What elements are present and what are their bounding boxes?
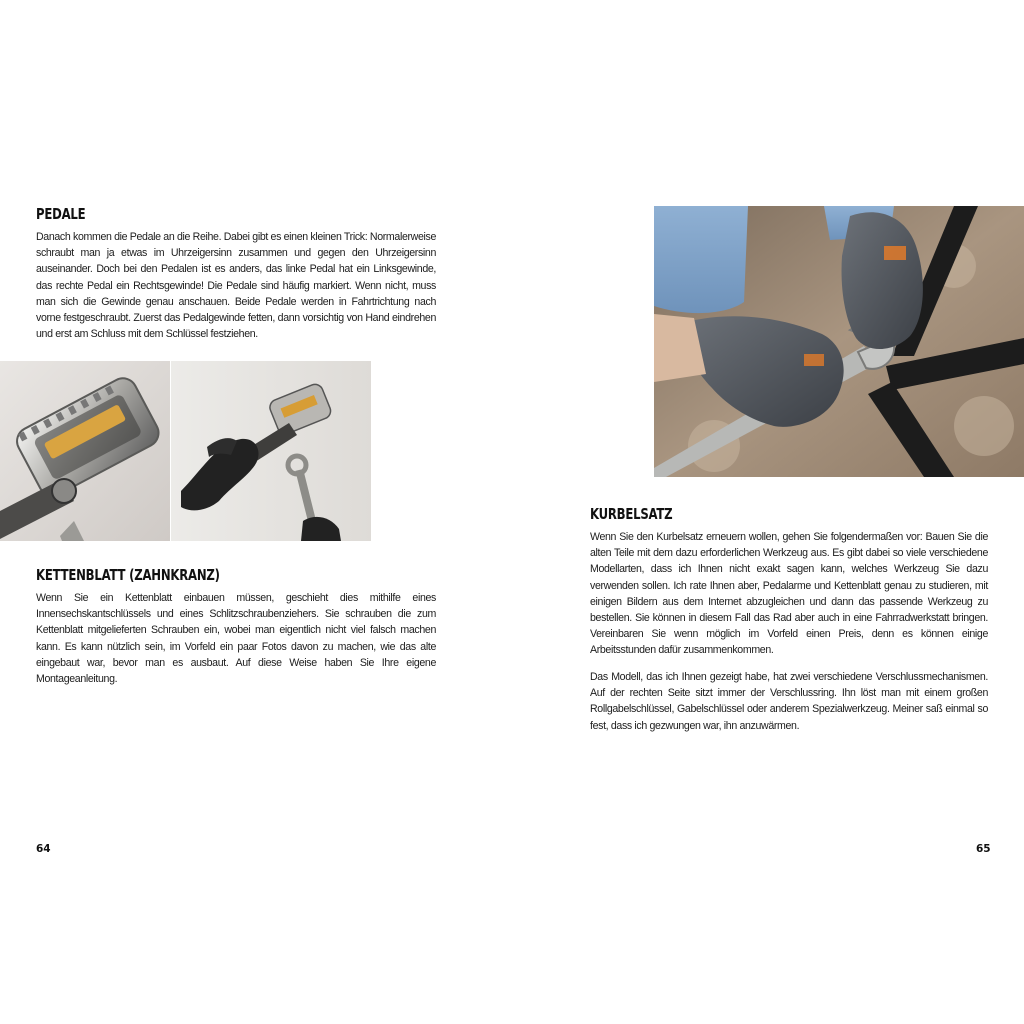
- crank-wrench-photo: [654, 206, 1024, 477]
- page-number-right: 65: [976, 843, 991, 855]
- heading-kettenblatt: KETTENBLATT (ZAHNKRANZ): [36, 566, 220, 584]
- heading-pedale: PEDALE: [36, 205, 86, 223]
- page-number-left: 64: [36, 843, 51, 855]
- paragraph-pedale: Danach kommen die Pedale an die Reihe. Dabei gibt es einen kleinen Trick: Normalerweise schraubt man ja etwas im Uhrzeigersinn zusammen und gegen den Uhrzeigersinn auseinander. Doch bei den Pedalen ist es anders, das linke Pedal hat ein Linksgewinde, das rechte Pedal ein Rechtsgewinde! Die Pedale sind häufig markiert. Wenn nicht, muss man sich die Gewinde genau anschauen. Beide Pedale werden in Fahrtrichtung nach vorne festgeschraubt. Zuerst das Pedalgewinde fetten, dann vorsichtig von Hand eindrehen und erst am Schluss mit dem Schlüssel festziehen.: [36, 231, 437, 341]
- paragraph-kurbelsatz-2: Das Modell, das ich Ihnen gezeigt habe, hat zwei verschiedene Verschlussmechanismen. Auf der rechten Seite sitzt immer der Verschlussring. Ihn löst man mit einem großen Rollgabelschlüssel, Gabelschlüssel oder anderem Spezialwerkzeug. Meiner saß einmal so fest, dass ich gezwungen war, ihn anzuwärmen.: [590, 671, 988, 732]
- heading-kurbelsatz: KURBELSATZ: [590, 505, 673, 523]
- paragraph-kurbelsatz-1: Wenn Sie den Kurbelsatz erneuern wollen, gehen Sie folgendermaßen vor: Bauen Sie die alten Teile mit dem dazu erforderlichen Werkzeug aus. Es gibt dabei so viele verschiedene Modellarten, dass ich Ihnen nicht exakt sagen kann, welches Werkzeug Sie dazu verwenden sollen. Ich rate Ihnen aber, Pedalarme und Kettenblatt genau zu studieren, mit einigen Bildern aus dem Internet abzugleichen und dann das passende Werkzeug zu bestellen. Sie können in diesem Fall das Rad aber auch in eine Fahrradwerkstatt bringen. Vereinbaren Sie wenn möglich im Vorfeld einen Preis, denn es können einige Arbeitsstunden dafür zusammenkommen.: [590, 531, 988, 657]
- pedal-wrench-photo: [171, 361, 371, 541]
- paragraph-kettenblatt: Wenn Sie ein Kettenblatt einbauen müssen, geschieht dies mithilfe eines Innensechskantschlüssels und eines Schlitzschraubenziehers. Sie schrauben die zum Kettenblatt mitgelieferten Schrauben ein, wobei man eigentlich nicht viel falsch machen kann. Es kann nützlich sein, im Vorfeld ein paar Fotos davon zu machen, wie das alte eingebaut war, bevor man es ausbaut. Auf diese Weise haben Sie Ihre eigene Montageanleitung.: [36, 592, 436, 686]
- pedal-closeup-photo: [0, 361, 170, 541]
